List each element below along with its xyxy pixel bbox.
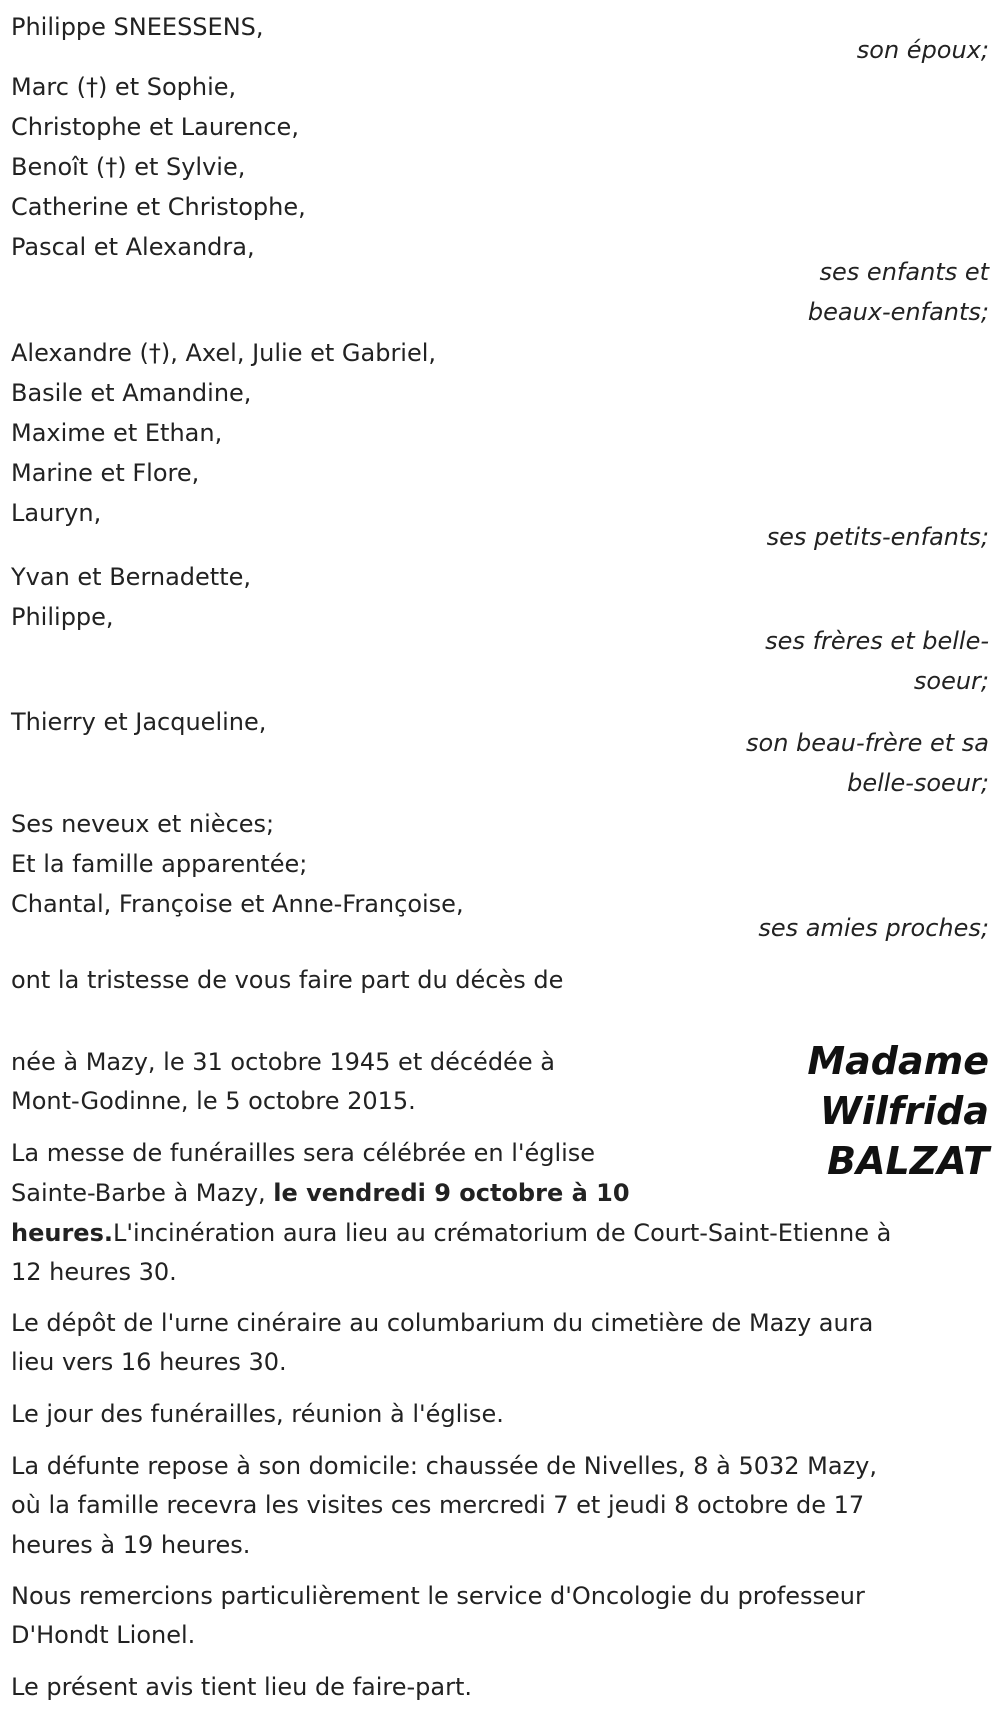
- mass-church: Sainte-Barbe à Mazy,: [11, 1179, 274, 1207]
- spouse-relation: son époux;: [856, 36, 989, 64]
- closing-text: Le présent avis tient lieu de faire-part.: [11, 1673, 473, 1701]
- thanks-line: D'Hondt Lionel.: [11, 1621, 196, 1649]
- deceased-firstname: Wilfrida: [819, 1089, 989, 1133]
- grandchild-line: Maxime et Ethan,: [11, 419, 223, 447]
- inlaws-relation: son beau-frère et sa: [746, 729, 989, 757]
- grandchild-line: Marine et Flore,: [11, 459, 200, 487]
- children-relation: beaux-enfants;: [807, 298, 989, 326]
- child-line: Pascal et Alexandra,: [11, 233, 255, 261]
- siblings-relation: soeur;: [913, 667, 989, 695]
- child-line: Catherine et Christophe,: [11, 193, 306, 221]
- urn-line: Le dépôt de l'urne cinéraire au columbarium du cimetière de Mazy aura: [11, 1309, 874, 1337]
- grandchild-line: Alexandre (†), Axel, Julie et Gabriel,: [11, 339, 437, 367]
- mass-line: [11, 1178, 630, 1208]
- mass-date: le vendredi 9 octobre à 10: [273, 1179, 630, 1207]
- urn-line: lieu vers 16 heures 30.: [11, 1348, 287, 1376]
- birth-death-line: née à Mazy, le 31 octobre 1945 et décédée à: [11, 1048, 555, 1076]
- grandchild-line: Lauryn,: [11, 499, 102, 527]
- inlaws-line: Thierry et Jacqueline,: [11, 708, 267, 736]
- rest-line: La défunte repose à son domicile: chaussée de Nivelles, 8 à 5032 Mazy,: [11, 1452, 878, 1480]
- children-relation: ses enfants et: [819, 258, 989, 286]
- rest-line: heures à 19 heures.: [11, 1531, 251, 1559]
- reunion-text: Le jour des funérailles, réunion à l'église.: [11, 1400, 504, 1428]
- thanks-line: Nous remercions particulièrement le service d'Oncologie du professeur: [11, 1582, 865, 1610]
- child-line: Christophe et Laurence,: [11, 113, 299, 141]
- grandchildren-relation: ses petits-enfants;: [766, 523, 989, 551]
- deceased-title: Madame: [807, 1039, 989, 1083]
- birth-death-line: Mont-Godinne, le 5 octobre 2015.: [11, 1087, 416, 1115]
- inlaws-relation: belle-soeur;: [847, 769, 989, 797]
- announcement-text: ont la tristesse de vous faire part du décès de: [11, 966, 564, 994]
- child-line: Marc (†) et Sophie,: [11, 73, 237, 101]
- relatives-line: Ses neveux et nièces;: [11, 810, 275, 838]
- rest-line: où la famille recevra les visites ces mercredi 7 et jeudi 8 octobre de 17: [11, 1491, 865, 1519]
- deceased-lastname: BALZAT: [827, 1139, 989, 1183]
- mass-time: heures.: [11, 1219, 113, 1247]
- mass-line: La messe de funérailles sera célébrée en l'église: [11, 1139, 596, 1167]
- sibling-line: Philippe,: [11, 603, 114, 631]
- siblings-relation: ses frères et belle-: [765, 627, 989, 655]
- relatives-line: Et la famille apparentée;: [11, 850, 308, 878]
- spouse-name: Philippe SNEESSENS,: [11, 13, 264, 41]
- cremation-time: 12 heures 30.: [11, 1258, 177, 1286]
- friends-relation: ses amies proches;: [758, 914, 989, 942]
- grandchild-line: Basile et Amandine,: [11, 379, 252, 407]
- cremation-text: L'incinération aura lieu au crématorium de Court-Saint-Etienne à: [112, 1219, 892, 1247]
- deceased-name: [807, 1036, 989, 1186]
- mass-line: [11, 1218, 891, 1248]
- relatives-line: Chantal, Françoise et Anne-Françoise,: [11, 890, 464, 918]
- sibling-line: Yvan et Bernadette,: [11, 563, 252, 591]
- child-line: Benoît (†) et Sylvie,: [11, 153, 246, 181]
